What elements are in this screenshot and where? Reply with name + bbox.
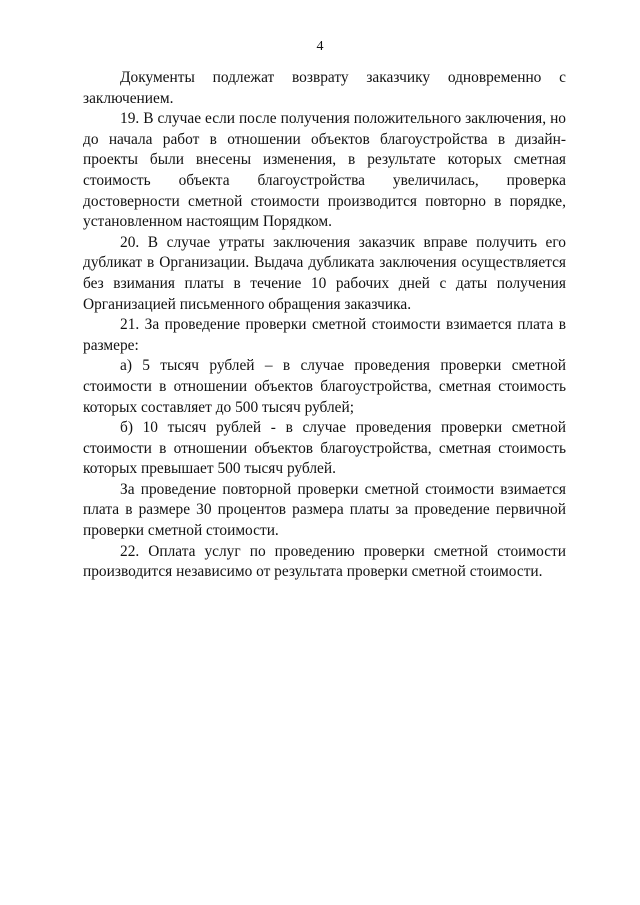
paragraph-repeat-fee: За проведение повторной проверки сметной стоимости взимается плата в размере 30 процентов размера платы за проведение первичной проверки сметной стоимости. xyxy=(83,480,566,540)
document-body xyxy=(83,68,566,583)
paragraph-21-a: а) 5 тысяч рублей – в случае проведения проверки сметной стоимости в отношении объектов благоустройства, сметная стоимость которых составляет до 500 тысяч рублей; xyxy=(83,357,566,416)
page-number: 4 xyxy=(316,39,324,54)
paragraph-22: 22. Оплата услуг по проведению проверки сметной стоимости производится независимо от результата проверки сметной стоимости. xyxy=(83,542,566,581)
paragraph-20: 20. В случае утраты заключения заказчик вправе получить его дубликат в Организации. Выдача дубликата заключения осуществляется без взимания платы в течение 10 рабочих дней с даты получения Организацией письменного обращения заказчика. xyxy=(83,233,566,313)
paragraph-21-b: б) 10 тысяч рублей - в случае проведения проверки сметной стоимости в отношении объектов благоустройства, сметная стоимость которых превышает 500 тысяч рублей. xyxy=(83,419,566,478)
paragraph-19: 19. В случае если после получения положительного заключения, но до начала работ в отношении объектов благоустройства в дизайн-проекты были внесены изменения, в результате которых сметная стоимость объекта благоустройства увеличилась, проверка достоверности сметной стоимости производится повторно в порядке, установленном настоящим Порядком. xyxy=(83,110,566,231)
paragraph-21: 21. За проведение проверки сметной стоимости взимается плата в размере: xyxy=(83,316,566,354)
paragraph-documents-return: Документы подлежат возврату заказчику одновременно с заключением. xyxy=(83,69,566,107)
